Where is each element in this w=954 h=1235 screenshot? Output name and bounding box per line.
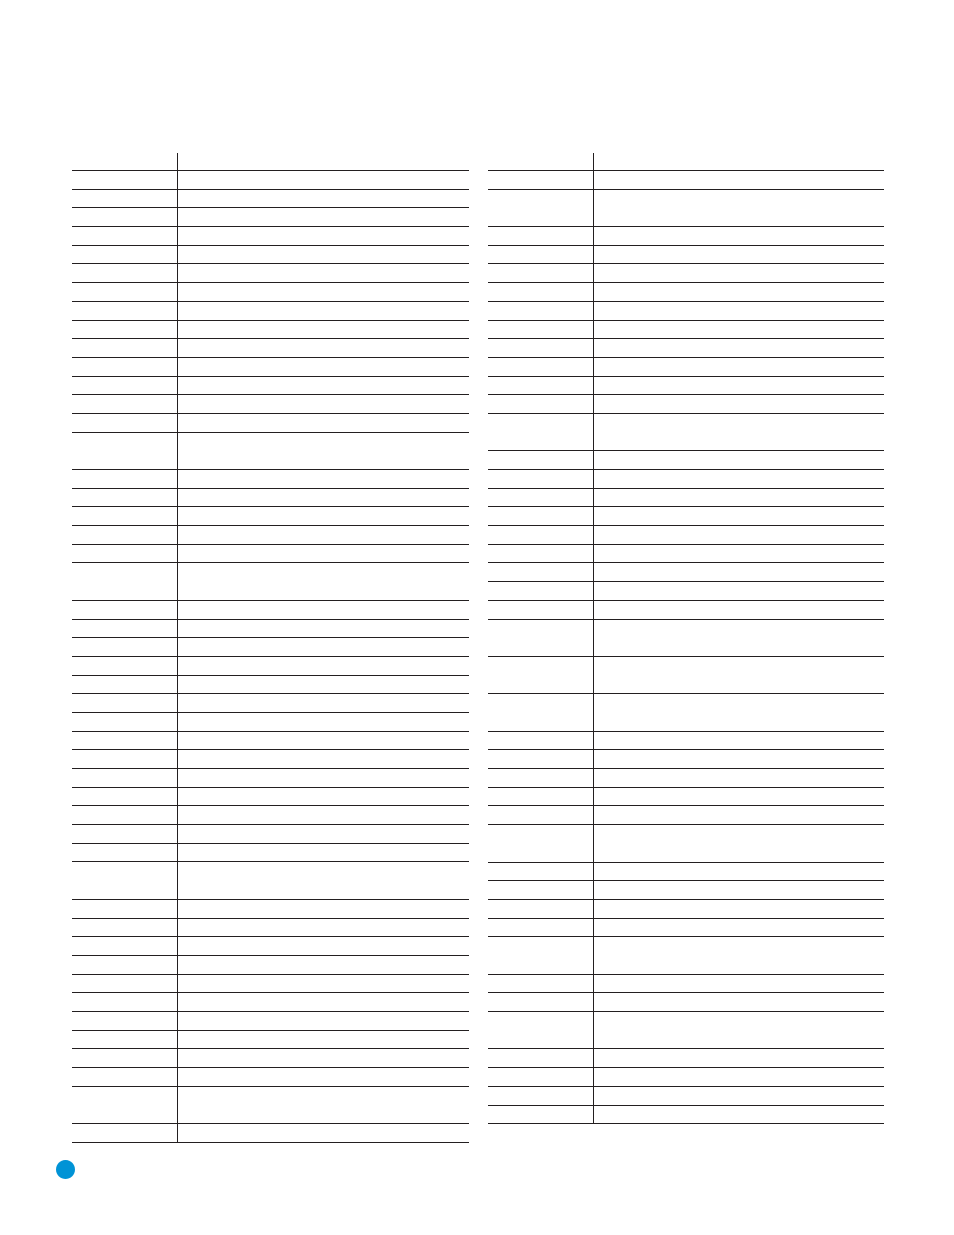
- table-row: [72, 246, 469, 265]
- table-row: [72, 638, 469, 657]
- table-row: [488, 881, 884, 900]
- table-cell-name: [178, 638, 469, 656]
- table-cell-name: [178, 1068, 469, 1086]
- table-cell-code: [72, 1087, 178, 1123]
- table-cell-name: [178, 975, 469, 993]
- table-cell-code: [72, 283, 178, 301]
- table-cell-code: [72, 563, 178, 599]
- table-cell-code: [488, 825, 594, 861]
- table-row: [488, 1049, 884, 1068]
- table-row: [72, 676, 469, 695]
- table-row: [488, 993, 884, 1012]
- table-cell-name: [594, 414, 884, 450]
- table-row: [72, 1087, 469, 1124]
- table-row: [488, 1087, 884, 1106]
- table-cell-name: [178, 414, 469, 432]
- table-cell-name: [178, 545, 469, 563]
- table-row: [488, 919, 884, 938]
- table-cell-name: [178, 844, 469, 862]
- table-cell-name: [594, 881, 884, 899]
- table-cell-code: [488, 1106, 594, 1124]
- table-cell-code: [72, 676, 178, 694]
- table-cell-name: [178, 470, 469, 488]
- table-row: [72, 900, 469, 919]
- table-row: [488, 694, 884, 731]
- table-cell-code: [72, 433, 178, 469]
- table-cell-name: [178, 208, 469, 226]
- table-cell-name: [594, 377, 884, 395]
- table-row: [72, 844, 469, 863]
- table-cell-code: [488, 358, 594, 376]
- table-cell-name: [178, 694, 469, 712]
- table-cell-code: [488, 246, 594, 264]
- table-cell-code: [72, 227, 178, 245]
- table-cell-code: [72, 713, 178, 731]
- table-cell-code: [488, 171, 594, 189]
- table-cell-name: [178, 993, 469, 1011]
- table-cell-name: [594, 507, 884, 525]
- table-cell-code: [488, 863, 594, 881]
- table-cell-name: [178, 395, 469, 413]
- table-row: [488, 900, 884, 919]
- table-row: [488, 975, 884, 994]
- table-cell-name: [594, 526, 884, 544]
- table-row: [72, 395, 469, 414]
- table-row: [488, 563, 884, 582]
- table-cell-name: [178, 283, 469, 301]
- table-row: [72, 825, 469, 844]
- table-cell-code: [72, 638, 178, 656]
- table-row: [72, 190, 469, 209]
- table-cell-code: [488, 302, 594, 320]
- table-row: [488, 302, 884, 321]
- table-row: [488, 769, 884, 788]
- table-row: [72, 937, 469, 956]
- table-cell-name: [178, 1012, 469, 1030]
- table-cell-code: [488, 919, 594, 937]
- table-cell-code: [72, 694, 178, 712]
- table-row: [488, 620, 884, 657]
- table-cell-name: [178, 713, 469, 731]
- table-row: [72, 732, 469, 751]
- table-cell-name: [178, 732, 469, 750]
- table-cell-name: [178, 937, 469, 955]
- table-cell-code: [72, 919, 178, 937]
- table-cell-name: [178, 825, 469, 843]
- table-cell-name: [178, 788, 469, 806]
- table-row: [488, 788, 884, 807]
- table-cell-name: [594, 451, 884, 469]
- table-row: [488, 601, 884, 620]
- table-cell-code: [488, 526, 594, 544]
- table-cell-name: [594, 825, 884, 861]
- table-row: [488, 470, 884, 489]
- table-cell-code: [488, 657, 594, 693]
- table-row: [488, 227, 884, 246]
- table-row: [488, 489, 884, 508]
- table-row: [488, 806, 884, 825]
- table-cell-code: [72, 414, 178, 432]
- table-row: [72, 489, 469, 508]
- table-row: [72, 563, 469, 600]
- table-row: [488, 395, 884, 414]
- table-cell-name: [178, 246, 469, 264]
- table-cell-code: [488, 900, 594, 918]
- table-cell-code: [72, 264, 178, 282]
- table-cell-code: [488, 507, 594, 525]
- table-cell-code: [72, 993, 178, 1011]
- table-row: [488, 863, 884, 882]
- table-row: [488, 657, 884, 694]
- table-row: [488, 451, 884, 470]
- table-row: [72, 1049, 469, 1068]
- table-cell-name: [178, 171, 469, 189]
- table-cell-code: [488, 190, 594, 226]
- table-cell-code: [72, 788, 178, 806]
- table-row: [72, 507, 469, 526]
- table-cell-name: [178, 601, 469, 619]
- table-cell-name: [594, 1068, 884, 1086]
- table-cell-name: [594, 302, 884, 320]
- header-cell-1: [488, 153, 594, 170]
- table-cell-code: [488, 601, 594, 619]
- table-cell-code: [488, 470, 594, 488]
- table-cell-name: [594, 470, 884, 488]
- table-cell-name: [594, 283, 884, 301]
- table-cell-name: [178, 806, 469, 824]
- table-cell-code: [488, 732, 594, 750]
- table-cell-code: [72, 1012, 178, 1030]
- table-cell-name: [594, 657, 884, 693]
- table-cell-code: [72, 526, 178, 544]
- table-cell-code: [488, 1012, 594, 1048]
- table-row: [72, 433, 469, 470]
- table-cell-code: [488, 321, 594, 339]
- table-cell-code: [72, 750, 178, 768]
- table-header-row: [72, 153, 469, 171]
- table-row: [72, 545, 469, 564]
- table-cell-name: [178, 321, 469, 339]
- table-cell-code: [72, 657, 178, 675]
- table-cell-code: [488, 975, 594, 993]
- table-cell-name: [178, 339, 469, 357]
- table-row: [488, 1106, 884, 1125]
- table-cell-name: [178, 1049, 469, 1067]
- table-cell-name: [178, 433, 469, 469]
- header-cell-2: [594, 153, 884, 170]
- table-cell-name: [594, 900, 884, 918]
- table-row: [72, 321, 469, 340]
- table-row: [72, 208, 469, 227]
- page-marker-dot: [56, 1160, 75, 1179]
- table-row: [72, 993, 469, 1012]
- table-cell-name: [594, 246, 884, 264]
- table-row: [488, 750, 884, 769]
- table-cell-name: [178, 1124, 469, 1142]
- table-cell-code: [72, 246, 178, 264]
- table-cell-code: [488, 395, 594, 413]
- table-cell-name: [594, 339, 884, 357]
- table-cell-name: [594, 545, 884, 563]
- table-row: [72, 377, 469, 396]
- table-cell-name: [594, 171, 884, 189]
- table-cell-name: [178, 563, 469, 599]
- table-cell-code: [72, 1049, 178, 1067]
- table-cell-name: [594, 395, 884, 413]
- table-row: [72, 694, 469, 713]
- table-row: [72, 1124, 469, 1143]
- table-row: [488, 321, 884, 340]
- table-cell-code: [72, 620, 178, 638]
- table-row: [72, 264, 469, 283]
- table-cell-name: [594, 620, 884, 656]
- table-cell-name: [594, 732, 884, 750]
- table-row: [72, 1031, 469, 1050]
- table-cell-name: [178, 507, 469, 525]
- table-cell-name: [178, 1031, 469, 1049]
- table-row: [488, 582, 884, 601]
- table-row: [488, 507, 884, 526]
- table-cell-code: [72, 545, 178, 563]
- header-cell-1: [72, 153, 178, 170]
- table-cell-code: [72, 190, 178, 208]
- table-cell-code: [72, 339, 178, 357]
- table-row: [72, 283, 469, 302]
- table-cell-name: [594, 601, 884, 619]
- table-cell-name: [594, 563, 884, 581]
- table-cell-code: [488, 694, 594, 730]
- table-cell-code: [488, 1049, 594, 1067]
- table-row: [488, 732, 884, 751]
- table-cell-name: [178, 264, 469, 282]
- table-cell-name: [594, 1087, 884, 1105]
- table-cell-code: [72, 769, 178, 787]
- table-cell-code: [72, 302, 178, 320]
- table-row: [488, 339, 884, 358]
- table-cell-code: [488, 377, 594, 395]
- table-cell-code: [488, 283, 594, 301]
- table-cell-code: [488, 339, 594, 357]
- table-row: [488, 1012, 884, 1049]
- table-row: [72, 620, 469, 639]
- table-cell-name: [178, 526, 469, 544]
- table-row: [72, 227, 469, 246]
- table-cell-name: [178, 302, 469, 320]
- table-cell-name: [594, 1012, 884, 1048]
- table-cell-name: [178, 620, 469, 638]
- table-row: [72, 1012, 469, 1031]
- table-row: [488, 526, 884, 545]
- table-row: [488, 1068, 884, 1087]
- table-cell-name: [594, 863, 884, 881]
- table-cell-code: [72, 975, 178, 993]
- table-cell-code: [72, 1124, 178, 1142]
- table-cell-name: [178, 489, 469, 507]
- table-row: [488, 246, 884, 265]
- table-cell-code: [488, 582, 594, 600]
- table-cell-name: [594, 788, 884, 806]
- table-row: [72, 601, 469, 620]
- table-row: [72, 750, 469, 769]
- table-cell-name: [178, 377, 469, 395]
- table-row: [488, 545, 884, 564]
- table-cell-name: [178, 657, 469, 675]
- table-row: [72, 526, 469, 545]
- table-row: [488, 171, 884, 190]
- table-cell-code: [72, 507, 178, 525]
- table-row: [488, 264, 884, 283]
- table-row: [72, 788, 469, 807]
- table-row: [72, 171, 469, 190]
- table-cell-code: [72, 900, 178, 918]
- table-cell-code: [72, 937, 178, 955]
- table-cell-code: [488, 937, 594, 973]
- table-cell-code: [488, 414, 594, 450]
- table-cell-code: [488, 489, 594, 507]
- table-row: [72, 302, 469, 321]
- table-cell-name: [594, 1106, 884, 1124]
- table-cell-code: [488, 750, 594, 768]
- table-cell-code: [488, 993, 594, 1011]
- table-right: [488, 153, 884, 1124]
- table-cell-name: [594, 919, 884, 937]
- table-cell-name: [178, 190, 469, 208]
- table-cell-code: [72, 825, 178, 843]
- table-cell-name: [594, 975, 884, 993]
- table-cell-code: [488, 227, 594, 245]
- table-cell-name: [178, 769, 469, 787]
- table-cell-code: [72, 470, 178, 488]
- table-cell-code: [488, 806, 594, 824]
- table-left: [72, 153, 469, 1143]
- table-cell-name: [594, 769, 884, 787]
- table-cell-code: [488, 1068, 594, 1086]
- table-cell-code: [72, 321, 178, 339]
- table-cell-code: [72, 377, 178, 395]
- table-header-row: [488, 153, 884, 171]
- table-cell-name: [594, 358, 884, 376]
- table-cell-name: [178, 358, 469, 376]
- table-row: [72, 1068, 469, 1087]
- table-cell-code: [488, 545, 594, 563]
- table-row: [72, 339, 469, 358]
- table-cell-code: [72, 956, 178, 974]
- table-cell-code: [72, 171, 178, 189]
- table-cell-name: [178, 900, 469, 918]
- table-cell-name: [594, 937, 884, 973]
- table-cell-code: [72, 395, 178, 413]
- table-row: [72, 806, 469, 825]
- table-cell-code: [488, 788, 594, 806]
- table-cell-name: [594, 264, 884, 282]
- table-cell-name: [594, 190, 884, 226]
- table-row: [72, 956, 469, 975]
- table-cell-code: [72, 732, 178, 750]
- table-cell-name: [594, 489, 884, 507]
- table-row: [72, 358, 469, 377]
- table-cell-name: [594, 227, 884, 245]
- table-row: [488, 937, 884, 974]
- table-cell-name: [178, 862, 469, 898]
- table-cell-name: [594, 1049, 884, 1067]
- table-cell-name: [178, 750, 469, 768]
- table-row: [488, 377, 884, 396]
- table-row: [488, 283, 884, 302]
- table-cell-code: [72, 358, 178, 376]
- table-row: [488, 358, 884, 377]
- table-row: [72, 414, 469, 433]
- table-cell-code: [72, 601, 178, 619]
- table-cell-name: [178, 919, 469, 937]
- table-row: [488, 825, 884, 862]
- table-cell-code: [488, 769, 594, 787]
- table-cell-name: [594, 321, 884, 339]
- table-row: [72, 657, 469, 676]
- table-row: [72, 470, 469, 489]
- table-cell-name: [178, 956, 469, 974]
- table-cell-name: [594, 806, 884, 824]
- table-cell-code: [488, 451, 594, 469]
- table-cell-code: [72, 862, 178, 898]
- table-row: [488, 414, 884, 451]
- table-cell-code: [488, 881, 594, 899]
- table-row: [72, 919, 469, 938]
- table-cell-name: [178, 676, 469, 694]
- table-cell-code: [488, 563, 594, 581]
- table-cell-code: [72, 1031, 178, 1049]
- table-cell-name: [594, 750, 884, 768]
- table-cell-name: [178, 1087, 469, 1123]
- table-cell-code: [72, 844, 178, 862]
- table-cell-code: [488, 264, 594, 282]
- table-row: [72, 975, 469, 994]
- table-cell-name: [594, 582, 884, 600]
- table-cell-code: [488, 1087, 594, 1105]
- table-cell-code: [72, 1068, 178, 1086]
- table-cell-code: [488, 620, 594, 656]
- table-row: [72, 769, 469, 788]
- table-row: [72, 713, 469, 732]
- header-cell-2: [178, 153, 469, 170]
- table-cell-name: [178, 227, 469, 245]
- table-row: [72, 862, 469, 899]
- table-cell-code: [72, 208, 178, 226]
- table-cell-code: [72, 489, 178, 507]
- table-cell-name: [594, 993, 884, 1011]
- table-cell-name: [594, 694, 884, 730]
- table-row: [488, 190, 884, 227]
- table-cell-code: [72, 806, 178, 824]
